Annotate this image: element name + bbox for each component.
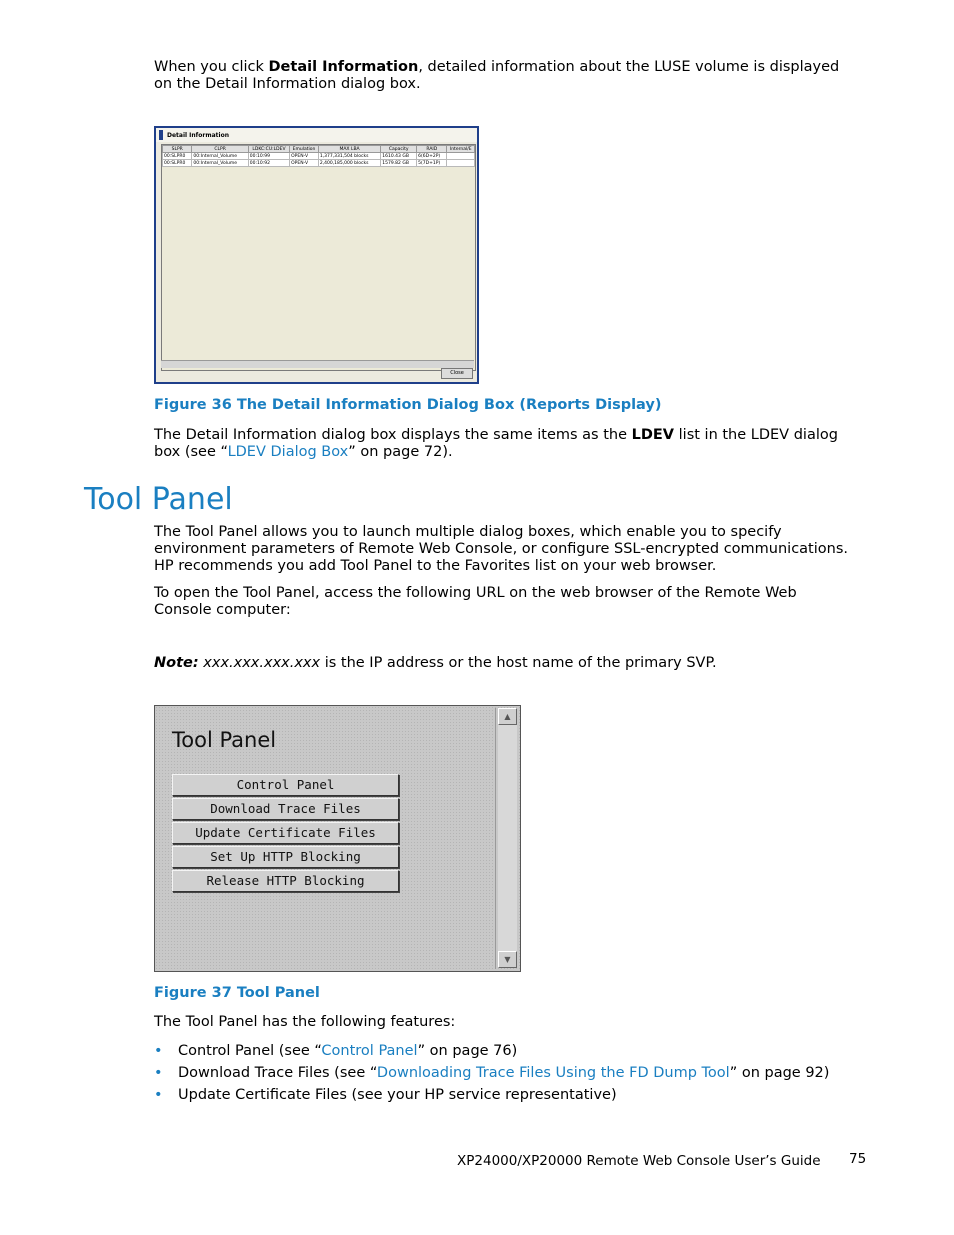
bullet-icon: • bbox=[154, 1043, 163, 1059]
column-header[interactable]: Internal/E bbox=[447, 146, 475, 153]
column-header[interactable]: LDKC:CU:LDEV bbox=[248, 146, 289, 153]
bullet-icon: • bbox=[154, 1065, 163, 1081]
column-header[interactable]: RAID bbox=[417, 146, 447, 153]
footer-guide-title: XP24000/XP20000 Remote Web Console User’s Guide bbox=[457, 1153, 821, 1169]
scroll-down-arrow-icon[interactable]: ▼ bbox=[498, 951, 517, 968]
detail-information-dialog bbox=[154, 126, 479, 384]
note-paragraph: Note: xxx.xxx.xxx.xxx is the IP address or the host name of the primary SVP. bbox=[154, 655, 717, 671]
figure-37-caption: Figure 37 Tool Panel bbox=[154, 985, 320, 1001]
ldev-bold: LDEV bbox=[631, 427, 675, 443]
table-row[interactable] bbox=[163, 160, 475, 167]
dialog-title-bar bbox=[156, 128, 477, 142]
detail-information-bold: Detail Information bbox=[268, 59, 419, 75]
table-cell: 00:Internal_Volume bbox=[192, 160, 248, 167]
column-header[interactable]: SLPR bbox=[163, 146, 192, 153]
ldev-dialog-box-link[interactable]: LDEV Dialog Box bbox=[227, 444, 349, 460]
horizontal-scrollbar[interactable] bbox=[161, 360, 474, 368]
table-cell bbox=[447, 153, 475, 160]
downloading-trace-files-link[interactable]: Downloading Trace Files Using the FD Dump Tool bbox=[376, 1065, 730, 1081]
table-cell: 00:10:99 bbox=[248, 153, 289, 160]
table-cell: 00:SLPR0 bbox=[163, 160, 192, 167]
table-cell: 1579.82 GB bbox=[381, 160, 417, 167]
update-certificate-files-button[interactable]: Update Certificate Files bbox=[172, 822, 399, 844]
download-trace-files-button[interactable]: Download Trace Files bbox=[172, 798, 399, 820]
section-heading-tool-panel: Tool Panel bbox=[84, 482, 233, 517]
control-panel-button[interactable]: Control Panel bbox=[172, 774, 399, 796]
figure-36-caption: Figure 36 The Detail Information Dialog Box (Reports Display) bbox=[154, 397, 662, 413]
title-bar-marker bbox=[159, 130, 163, 140]
table-cell: 00:Internal_Volume bbox=[192, 153, 248, 160]
column-header[interactable]: MAX LBA bbox=[318, 146, 380, 153]
features-intro: The Tool Panel has the following features: bbox=[154, 1014, 456, 1030]
table-cell: 1,377,331,504 blocks bbox=[318, 153, 380, 160]
table-header-row bbox=[163, 146, 475, 153]
table-cell: 2,400,185,000 blocks bbox=[318, 160, 380, 167]
tool-panel-content bbox=[157, 708, 496, 969]
table-cell: 00:10:92 bbox=[248, 160, 289, 167]
scroll-up-arrow-icon[interactable]: ▲ bbox=[498, 708, 517, 725]
list-item: • Download Trace Files (see “Downloading Trace Files Using the FD Dump Tool” on page 92) bbox=[154, 1062, 914, 1084]
page-number: 75 bbox=[849, 1151, 867, 1167]
release-http-blocking-button[interactable]: Release HTTP Blocking bbox=[172, 870, 399, 892]
dialog-title: Detail Information bbox=[167, 131, 229, 139]
ldev-paragraph: The Detail Information dialog box displays the same items as the LDEV list in the LDEV dialog box (see “LDEV Dialog Box” on page 72). bbox=[154, 427, 838, 460]
table-row[interactable] bbox=[163, 153, 475, 160]
open-tool-panel-paragraph: To open the Tool Panel, access the following URL on the web browser of the Remote Web Console computer: bbox=[154, 585, 797, 618]
set-up-http-blocking-button[interactable]: Set Up HTTP Blocking bbox=[172, 846, 399, 868]
table-cell: 6(6D+2P) bbox=[417, 153, 447, 160]
tool-panel-title: Tool Panel bbox=[172, 728, 277, 752]
close-button[interactable]: Close bbox=[441, 368, 473, 379]
list-item: • Update Certificate Files (see your HP service representative) bbox=[154, 1084, 914, 1106]
tool-panel-description: The Tool Panel allows you to launch multiple dialog boxes, which enable you to specify environment parameters of Remote Web Console, or configure SSL-encrypted communications. HP recommends you add Tool Panel to the Favorites list on your web browser. bbox=[154, 524, 848, 574]
note-label: Note: bbox=[154, 655, 199, 671]
vertical-scrollbar[interactable] bbox=[498, 708, 517, 968]
detail-table bbox=[161, 144, 476, 371]
features-list bbox=[154, 1040, 914, 1106]
table-cell: 00:SLPR0 bbox=[163, 153, 192, 160]
table-cell: OPEN-V bbox=[290, 153, 319, 160]
table-cell bbox=[447, 160, 475, 167]
column-header[interactable]: Emulation bbox=[290, 146, 319, 153]
table-cell: 1610.43 GB bbox=[381, 153, 417, 160]
table-cell: 5(7D+1P) bbox=[417, 160, 447, 167]
column-header[interactable]: CLPR bbox=[192, 146, 248, 153]
control-panel-link[interactable]: Control Panel bbox=[321, 1043, 418, 1059]
tool-panel-window bbox=[154, 705, 521, 972]
list-item: • Control Panel (see “Control Panel” on page 76) bbox=[154, 1040, 914, 1062]
intro-paragraph: When you click Detail Information, detailed information about the LUSE volume is displayed on the Detail Information dialog box. bbox=[154, 59, 840, 92]
column-header[interactable]: Capacity bbox=[381, 146, 417, 153]
bullet-icon: • bbox=[154, 1087, 163, 1103]
table-cell: OPEN-V bbox=[290, 160, 319, 167]
